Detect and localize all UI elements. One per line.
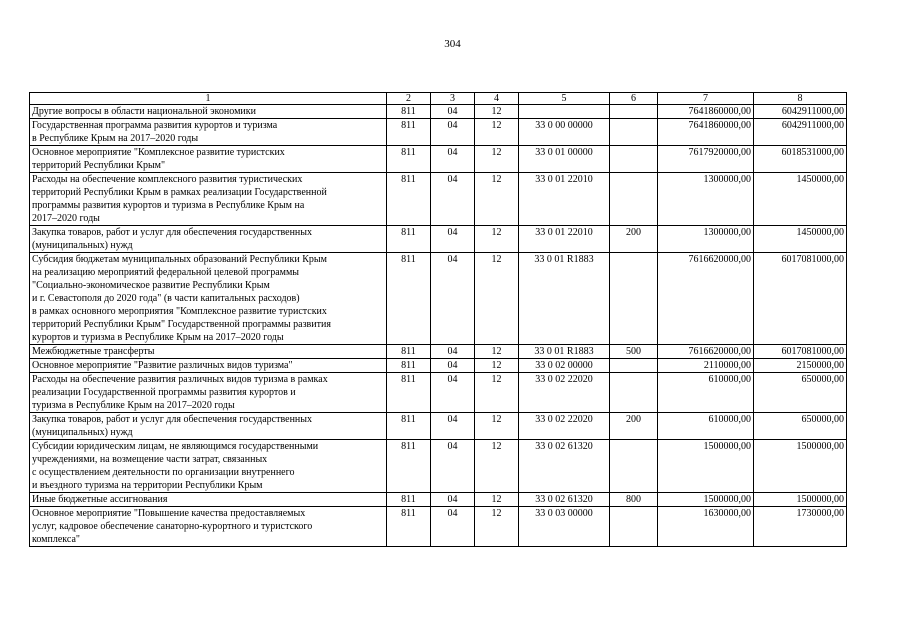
row-name-line: с осуществлением деятельности по организации внутреннего <box>32 467 295 478</box>
amount-2018-cell: 610000,00 <box>658 373 754 413</box>
section-code-cell: 04 <box>431 440 475 493</box>
amount-2019-cell: 6042911000,00 <box>754 105 847 119</box>
expense-type-cell <box>610 359 658 373</box>
target-article-cell: 33 0 02 00000 <box>519 359 610 373</box>
row-name-line: Расходы на обеспечение развития различных видов туризма в рамках <box>32 374 328 385</box>
amount-2018-cell: 2110000,00 <box>658 359 754 373</box>
expense-type-cell <box>610 119 658 146</box>
row-name-line: Государственная программа развития курортов и туризма <box>32 120 278 131</box>
page-number: 304 <box>444 38 461 50</box>
column-header: 5 <box>519 93 610 105</box>
grbs-code-cell: 811 <box>387 105 431 119</box>
row-name-cell <box>30 359 387 373</box>
amount-2018-cell: 7617920000,00 <box>658 146 754 173</box>
target-article-cell: 33 0 01 R1883 <box>519 345 610 359</box>
row-name-line: Основное мероприятие "Повышение качества предоставляемых <box>32 508 306 519</box>
amount-2019-cell: 2150000,00 <box>754 359 847 373</box>
row-name-line: на реализацию мероприятий федеральной целевой программы <box>32 267 300 278</box>
amount-2019-cell: 6017081000,00 <box>754 253 847 345</box>
grbs-code-cell: 811 <box>387 373 431 413</box>
column-header: 2 <box>387 93 431 105</box>
row-name-line: Иные бюджетные ассигнования <box>32 494 168 505</box>
row-name-line: реализации Государственной программы развития курортов и <box>32 387 296 398</box>
row-name-cell <box>30 253 387 345</box>
target-article-cell: 33 0 01 22010 <box>519 173 610 226</box>
row-name-line: Субсидии юридическим лицам, не являющимся государственными <box>32 441 319 452</box>
grbs-code-cell: 811 <box>387 345 431 359</box>
expense-type-cell: 800 <box>610 493 658 507</box>
amount-2019-cell: 650000,00 <box>754 373 847 413</box>
table-row <box>30 105 847 119</box>
target-article-cell: 33 0 01 00000 <box>519 146 610 173</box>
table-row <box>30 226 847 253</box>
grbs-code-cell: 811 <box>387 173 431 226</box>
row-name-cell <box>30 345 387 359</box>
section-code-cell: 04 <box>431 507 475 547</box>
row-name-cell <box>30 507 387 547</box>
section-code-cell: 04 <box>431 119 475 146</box>
grbs-code-cell: 811 <box>387 440 431 493</box>
expense-type-cell <box>610 173 658 226</box>
table-row <box>30 119 847 146</box>
expense-type-cell: 200 <box>610 226 658 253</box>
target-article-cell: 33 0 01 R1883 <box>519 253 610 345</box>
subsection-code-cell: 12 <box>475 146 519 173</box>
row-name-line: курортов и туризма в Республике Крым на 2017–2020 годы <box>32 332 284 343</box>
table-row <box>30 253 847 345</box>
subsection-code-cell: 12 <box>475 105 519 119</box>
row-name-line: комплекса" <box>32 534 80 545</box>
column-header: 1 <box>30 93 387 105</box>
row-name-line: Другие вопросы в области национальной экономики <box>32 106 256 117</box>
amount-2018-cell: 7616620000,00 <box>658 253 754 345</box>
budget-table <box>29 92 847 547</box>
row-name-line: территорий Республики Крым" <box>32 160 166 171</box>
amount-2019-cell: 6017081000,00 <box>754 345 847 359</box>
column-header: 7 <box>658 93 754 105</box>
table-row <box>30 440 847 493</box>
subsection-code-cell: 12 <box>475 413 519 440</box>
row-name-line: программы развития курортов и туризма в Республике Крым на <box>32 200 305 211</box>
section-code-cell: 04 <box>431 493 475 507</box>
row-name-line: в рамках основного мероприятия "Комплексное развитие туристских <box>32 306 327 317</box>
target-article-cell: 33 0 02 61320 <box>519 440 610 493</box>
section-code-cell: 04 <box>431 359 475 373</box>
table-row <box>30 359 847 373</box>
expense-type-cell <box>610 373 658 413</box>
amount-2018-cell: 1300000,00 <box>658 173 754 226</box>
amount-2018-cell: 1500000,00 <box>658 493 754 507</box>
column-header: 3 <box>431 93 475 105</box>
table-header-row <box>30 93 847 105</box>
expense-type-cell <box>610 440 658 493</box>
section-code-cell: 04 <box>431 413 475 440</box>
amount-2019-cell: 1500000,00 <box>754 493 847 507</box>
subsection-code-cell: 12 <box>475 119 519 146</box>
subsection-code-cell: 12 <box>475 226 519 253</box>
table-row <box>30 493 847 507</box>
row-name-line: и г. Севастополя до 2020 года" (в части капитальных расходов) <box>32 293 300 304</box>
amount-2018-cell: 1300000,00 <box>658 226 754 253</box>
subsection-code-cell: 12 <box>475 507 519 547</box>
row-name-line: Расходы на обеспечение комплексного развития туристических <box>32 174 303 185</box>
row-name-line: Закупка товаров, работ и услуг для обеспечения государственных <box>32 414 313 425</box>
expense-type-cell <box>610 507 658 547</box>
row-name-line: территорий Республики Крым в рамках реализации Государственной <box>32 187 327 198</box>
column-header: 4 <box>475 93 519 105</box>
amount-2018-cell: 7641860000,00 <box>658 105 754 119</box>
amount-2019-cell: 1500000,00 <box>754 440 847 493</box>
section-code-cell: 04 <box>431 105 475 119</box>
row-name-line: учреждениями, на возмещение части затрат, связанных <box>32 454 268 465</box>
row-name-cell <box>30 493 387 507</box>
row-name-cell <box>30 105 387 119</box>
row-name-cell <box>30 373 387 413</box>
amount-2019-cell: 6018531000,00 <box>754 146 847 173</box>
grbs-code-cell: 811 <box>387 253 431 345</box>
column-header: 8 <box>754 93 847 105</box>
target-article-cell: 33 0 02 61320 <box>519 493 610 507</box>
row-name-cell <box>30 119 387 146</box>
table-row <box>30 173 847 226</box>
expense-type-cell: 500 <box>610 345 658 359</box>
row-name-line: (муниципальных) нужд <box>32 427 133 438</box>
amount-2018-cell: 1630000,00 <box>658 507 754 547</box>
table-row <box>30 345 847 359</box>
section-code-cell: 04 <box>431 173 475 226</box>
section-code-cell: 04 <box>431 373 475 413</box>
amount-2019-cell: 6042911000,00 <box>754 119 847 146</box>
amount-2018-cell: 1500000,00 <box>658 440 754 493</box>
grbs-code-cell: 811 <box>387 146 431 173</box>
amount-2018-cell: 7641860000,00 <box>658 119 754 146</box>
amount-2019-cell: 650000,00 <box>754 413 847 440</box>
row-name-line: Субсидия бюджетам муниципальных образований Республики Крым <box>32 254 327 265</box>
row-name-cell <box>30 173 387 226</box>
row-name-line: в Республике Крым на 2017–2020 годы <box>32 133 199 144</box>
section-code-cell: 04 <box>431 226 475 253</box>
row-name-line: туризма в Республике Крым на 2017–2020 годы <box>32 400 235 411</box>
grbs-code-cell: 811 <box>387 507 431 547</box>
subsection-code-cell: 12 <box>475 373 519 413</box>
subsection-code-cell: 12 <box>475 440 519 493</box>
grbs-code-cell: 811 <box>387 226 431 253</box>
row-name-line: Основное мероприятие "Комплексное развитие туристских <box>32 147 285 158</box>
expense-type-cell <box>610 105 658 119</box>
target-article-cell <box>519 105 610 119</box>
grbs-code-cell: 811 <box>387 359 431 373</box>
amount-2018-cell: 7616620000,00 <box>658 345 754 359</box>
table-row <box>30 507 847 547</box>
section-code-cell: 04 <box>431 345 475 359</box>
subsection-code-cell: 12 <box>475 359 519 373</box>
subsection-code-cell: 12 <box>475 173 519 226</box>
row-name-cell <box>30 226 387 253</box>
grbs-code-cell: 811 <box>387 119 431 146</box>
row-name-line: "Социально-экономическое развитие Республики Крым <box>32 280 270 291</box>
row-name-line: 2017–2020 годы <box>32 213 100 224</box>
target-article-cell: 33 0 01 22010 <box>519 226 610 253</box>
target-article-cell: 33 0 00 00000 <box>519 119 610 146</box>
table-body <box>30 105 847 547</box>
table-row <box>30 413 847 440</box>
grbs-code-cell: 811 <box>387 493 431 507</box>
row-name-line: территорий Республики Крым" Государственной программы развития <box>32 319 331 330</box>
target-article-cell: 33 0 02 22020 <box>519 373 610 413</box>
section-code-cell: 04 <box>431 253 475 345</box>
row-name-line: Межбюджетные трансферты <box>32 346 155 357</box>
section-code-cell: 04 <box>431 146 475 173</box>
row-name-line: Основное мероприятие "Развитие различных видов туризма" <box>32 360 293 371</box>
target-article-cell: 33 0 02 22020 <box>519 413 610 440</box>
subsection-code-cell: 12 <box>475 345 519 359</box>
row-name-cell <box>30 146 387 173</box>
expense-type-cell <box>610 146 658 173</box>
expense-type-cell <box>610 253 658 345</box>
row-name-line: (муниципальных) нужд <box>32 240 133 251</box>
amount-2018-cell: 610000,00 <box>658 413 754 440</box>
amount-2019-cell: 1730000,00 <box>754 507 847 547</box>
row-name-cell <box>30 440 387 493</box>
column-header: 6 <box>610 93 658 105</box>
amount-2019-cell: 1450000,00 <box>754 173 847 226</box>
subsection-code-cell: 12 <box>475 253 519 345</box>
target-article-cell: 33 0 03 00000 <box>519 507 610 547</box>
expense-type-cell: 200 <box>610 413 658 440</box>
row-name-cell <box>30 413 387 440</box>
subsection-code-cell: 12 <box>475 493 519 507</box>
amount-2019-cell: 1450000,00 <box>754 226 847 253</box>
table-row <box>30 146 847 173</box>
row-name-line: услуг, кадровое обеспечение санаторно-курортного и туристского <box>32 521 313 532</box>
table-row <box>30 373 847 413</box>
row-name-line: и въездного туризма на территории Республики Крым <box>32 480 263 491</box>
grbs-code-cell: 811 <box>387 413 431 440</box>
row-name-line: Закупка товаров, работ и услуг для обеспечения государственных <box>32 227 313 238</box>
